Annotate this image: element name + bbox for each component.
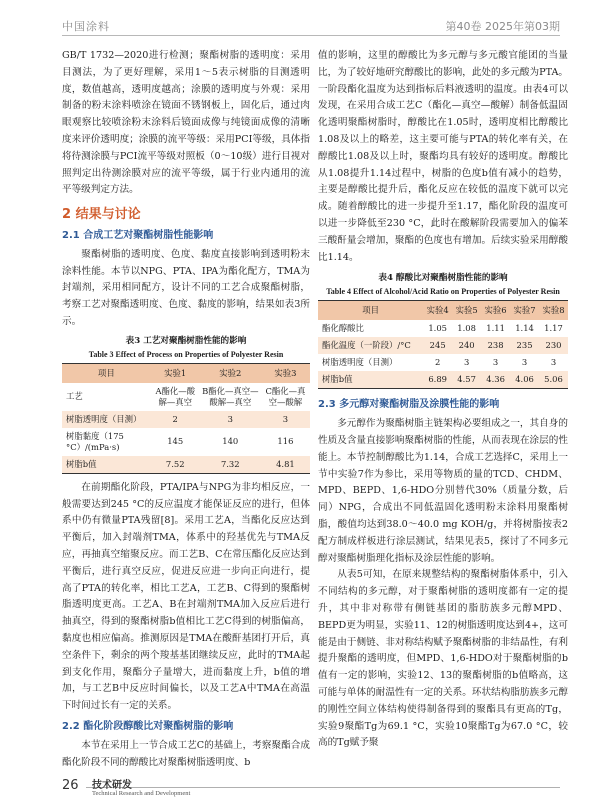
table-cell: 140: [222, 436, 239, 447]
table-cell: 酯化醇酸比: [322, 323, 364, 334]
table-cell: A酯化—酸解—真空: [155, 385, 195, 407]
table-cell: B酯化—真空—酸解—真空: [202, 385, 259, 407]
section-heading-results: 2 结果与讨论: [62, 207, 141, 223]
table-cell: 4.36: [481, 371, 510, 389]
table-cell: C酯化—真空—酸解: [265, 385, 306, 407]
table-cell: 6.89: [423, 371, 452, 389]
table3: [62, 363, 310, 474]
table-cell: 树脂b值: [318, 371, 423, 389]
table-cell: 工艺: [66, 391, 83, 402]
subsection-heading-2-2: 2.2 酯化阶段醇酸比对聚酯树脂的影响: [62, 720, 234, 732]
table-cell: 树脂透明度（目测）: [322, 357, 398, 368]
paragraph-2-3-a: 多元醇作为聚酯树脂主链架构必要组成之一，其自身的性质及含量直接影响聚酯树脂的性能，从而表现在涂层的性能上。本节控制醇酸比为1.14，合成工艺选择C，采用上一节中实验7作为参比，采用等物质的量的TCD、CHDM、MPD、BEPD、1,6-HDO分别替代30%（质量分数，后同）NPG，合成出不同低温固化透明粉末涂料用聚酯树脂，酸值均达到38.0～40.0 mg KOH/g，并将树脂按表2配方制成样板进行涂层测试，结果见表5，探讨了不同多元醇对聚酯树脂理化指标及涂层性能的影响。: [318, 418, 568, 564]
table4-caption-cn: 表4 醇酸比对聚酯树脂性能的影响: [378, 273, 508, 284]
table4-header: 实验5: [452, 301, 481, 321]
table3-caption-en: Table 3 Effect of Process on Properties of Polyester Resin: [88, 349, 284, 359]
table-cell: 3: [200, 411, 261, 428]
table-row: [318, 354, 568, 371]
table-cell: 1.08: [457, 323, 476, 334]
paragraph-2-3-b: 从表5可知，在原来规整结构的聚酯树脂体系中，引入不同结构的多元醇，对于聚酯树脂的透明度都有一定的提升，其中非对称带有侧链基团的脂肪族多元醇MPD、BEPD更为明显，实验11、12的树脂透明度达到4+，这可能是由于侧链、非对称结构赋予聚酯树脂的非结晶性，有利提升聚酯的透明度，但MPD、1,6-HDO对于聚酯树脂的b值有一定的影响，实验12、13的聚酯树脂的b值略高，这可能与单体的耐温性有一定的关系。环状结构脂肪族多元醇的刚性空间立体结构使得制备得到的聚酯具有更高的Tg，实验9聚酯Tg为69.1 °C，实验10聚酯Tg为67.0 °C，较高的Tg赋予聚: [318, 569, 568, 749]
table-row: [318, 371, 568, 389]
table3-caption-cn: 表3 工艺对聚酯树脂性能的影响: [125, 335, 247, 346]
right-column: [318, 48, 568, 752]
table-row: [62, 428, 310, 456]
footer-divider: [86, 787, 560, 788]
paragraph-2-2: 本节在采用上一节合成工艺C的基础上，考察聚酯合成酯化阶段不同的醇酸比对聚酯树脂透明度、b: [62, 739, 310, 768]
subsection-heading-2-3: 2.3 多元醇对聚酯树脂及涂膜性能的影响: [318, 399, 500, 411]
table3-header: 实验3: [261, 363, 310, 383]
table4-header: 实验4: [423, 301, 452, 321]
table-cell: 3: [550, 357, 557, 368]
table-row: [318, 320, 568, 337]
table-cell: 1.14: [515, 323, 534, 334]
page-header: [0, 0, 600, 46]
table-cell: 116: [277, 436, 294, 447]
table-cell: 235: [510, 337, 539, 354]
subsection-heading-2-1: 2.1 合成工艺对聚酯树脂性能影响: [62, 229, 214, 241]
table-cell: 238: [481, 337, 510, 354]
table-cell: 240: [452, 337, 481, 354]
table-row: [62, 456, 310, 474]
table-row: [62, 383, 310, 411]
table-cell: 5.06: [539, 371, 568, 389]
table4-header: 实验6: [481, 301, 510, 321]
table-cell: 145: [167, 436, 184, 447]
table-row: [318, 337, 568, 354]
header-divider: [62, 35, 560, 36]
table-cell: 3: [463, 357, 470, 368]
table4-header: 实验8: [539, 301, 568, 321]
table4-header: 实验7: [510, 301, 539, 321]
table-cell: 1.05: [428, 323, 447, 334]
table-cell: 3: [521, 357, 528, 368]
left-column: [62, 48, 310, 771]
paragraph-2-1: 聚酯树脂的透明度、色度、黏度直接影响到透明粉末涂料性能。本节以NPG、PTA、IPA为酯化配方，TMA为封端剂，采用相同配方，设计不同的工艺合成聚酯树脂，考察工艺对聚酯透明度、色度、黏度的影响，结果如表3所示。: [62, 248, 310, 327]
paragraph-ratio-analysis: 值的影响，这里的醇酸比为多元醇与多元酸官能团的当量比，为了较好地研究醇酸比的影响，此处的多元酸为PTA。一阶段酯化温度为达到指标后料液透明的温度。由表4可以发现，在采用合成工艺C（酯化—真空—酸解）制备低温固化透明聚酯树脂时，醇酸比在1.05时，透明度相比醇酸比1.08及以上的略差，这主要可能与PTA的转化率有关，在醇酸比1.08及以上时，聚酯均具有较好的透明度。醇酸比从1.08提升1.14过程中，树脂的色度b值有减小的趋势，主要是醇酸比提升后，酯化反应在较低的温度下就可以完成。随着醇酸比的进一步提升至1.17，酯化阶段的温度可以进一步降低至230 °C，此时在酸解阶段需要加入的偏苯三酸酐量会增加，聚酯的色度也有增加。后续实验采用醇酸比1.14。: [318, 50, 568, 263]
table3-header: 实验1: [151, 363, 200, 383]
table4-caption-en: Table 4 Effect of Alcohol/Acid Ratio on Properties of Polyester Resin: [326, 287, 560, 297]
table-cell: 树脂透明度（目测）: [62, 411, 151, 428]
table-cell: 4.81: [261, 456, 310, 474]
table3-header: 实验2: [200, 363, 261, 383]
table-cell: 树脂b值: [62, 456, 151, 474]
page-footer: [0, 770, 600, 808]
footer-column-title: 技术研发: [92, 780, 132, 791]
table-row: [62, 411, 310, 428]
table-cell: 4.06: [510, 371, 539, 389]
table-cell: 3: [492, 357, 499, 368]
table-cell: 230: [539, 337, 568, 354]
footer-column-title-en: Technical Research and Development: [92, 790, 191, 797]
table-cell: 7.32: [200, 456, 261, 474]
table-cell: 2: [151, 411, 200, 428]
table-cell: 7.52: [151, 456, 200, 474]
table-cell: 4.57: [452, 371, 481, 389]
table-cell: 245: [423, 337, 452, 354]
table-cell: 1.17: [544, 323, 563, 334]
table-cell: 3: [261, 411, 310, 428]
paragraph-process-analysis: 在前期酯化阶段，PTA/IPA与NPG为非均相反应，一般需要达到245 °C的反应温度才能保证反应的进行，但体系中仍有微量PTA残留[8]。采用工艺A，当酯化反应达到平衡后，加入封端剂TMA，体系中的羟基优先与TMA反应，再抽真空缩聚反应。而工艺B、C在常压酯化反应达到平衡后，进行真空反应，促进反应进一步向正向进行，提高了PTA的转化率，相比工艺A，工艺B、C得到的聚酯树脂透明度更高。工艺A、B在封端剂TMA加入反应后进行抽真空，得到的聚酯树脂b值相比工艺C得到的树脂偏高，黏度也相应偏高。推测原因是TMA在酸酐基团打开后，真空条件下，剩余的两个羧基基团继续反应，此时的TMA起到支化作用，聚酯分子量增大，进而黏度上升，b值的增加，与工艺B中反应时间偏长，以及工艺A中TMA在高温下时间过长有一定的关系。: [62, 481, 310, 712]
table-cell: 2: [435, 357, 441, 368]
table-cell: 1.11: [486, 323, 505, 334]
table-cell: 酯化温度（一阶段）/°C: [318, 337, 423, 354]
issue-info: 第40卷 2025年第03期: [445, 20, 560, 33]
table4: [318, 300, 568, 389]
table4-header: 项目: [318, 301, 423, 321]
table3-header: 项目: [62, 363, 151, 383]
journal-name: 中国涂料: [62, 20, 110, 33]
intro-paragraph: GB/T 1732—2020进行检测；聚酯树脂的透明度：采用目测法，为了更好理解，采用1～5表示树脂的目测透明度，数值越高，透明度越高；涂膜的透明度与外观：采用制备的粉末涂料喷涂在镜面不锈钢板上，固化后，通过肉眼观察比较喷涂粉末涂料后镜面成像与纯镜面成像的清晰度来评价透明度；涂膜的流平等级：采用PCI等级，具体指将待测涂膜与PCI流平等级对照板（0～10级）进行目视对照判定出待测涂膜对应的流平等级，属于行业内通用的流平等级判定方法。: [62, 50, 310, 196]
page-number: 26: [62, 778, 79, 793]
table-cell: 树脂黏度（175 °C）/(mPa·s): [66, 430, 124, 452]
